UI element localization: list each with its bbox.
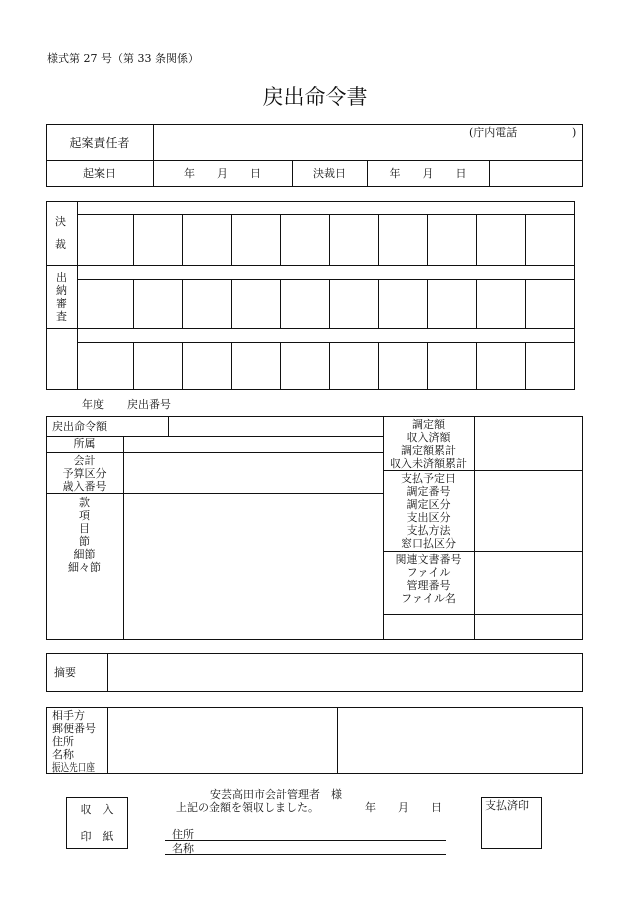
approval-date-label: 決裁日 xyxy=(313,167,346,180)
budget-labels: 款 項 目 節 細節 細々節 xyxy=(68,496,101,574)
draft-extra-field[interactable] xyxy=(490,161,582,186)
order-amount-field[interactable] xyxy=(169,417,382,435)
extension-label: (庁内電話 xyxy=(469,126,518,139)
account-labels: 会計 予算区分 歳入番号 xyxy=(62,454,107,493)
payee-extra-field[interactable] xyxy=(338,708,582,773)
payment-field[interactable] xyxy=(475,471,582,550)
receipt-address-field[interactable] xyxy=(205,826,445,839)
assessment-labels: 調定額 収入済額 調定額累計 収入未済額累計 xyxy=(390,418,467,470)
receipt-name-label: 名称 xyxy=(172,842,194,855)
draft-date-label: 起案日 xyxy=(83,167,116,180)
drafter-field[interactable] xyxy=(154,138,582,158)
receipt-name-field[interactable] xyxy=(205,841,445,854)
department-field[interactable] xyxy=(124,437,382,451)
receipt-statement: 上記の金額を領収しました。 xyxy=(176,801,319,814)
receipt-date[interactable]: 年 月 日 xyxy=(365,801,442,814)
department-label: 所属 xyxy=(73,437,96,450)
summary-label: 摘要 xyxy=(54,666,76,679)
payee-field[interactable] xyxy=(108,708,336,773)
document-field[interactable] xyxy=(475,552,582,613)
budget-field[interactable] xyxy=(124,494,382,639)
page-title: 戻出命令書 xyxy=(262,85,368,109)
document-labels: 関連文書番号 ファイル 管理番号 ファイル名 xyxy=(395,553,462,605)
return-number-label: 戻出番号 xyxy=(127,398,171,411)
payment-labels: 支払予定日 調定番号 調定区分 支出区分 支払方法 窓口払区分 xyxy=(401,472,456,550)
drafter-label: 起案責任者 xyxy=(69,136,130,150)
receipt-address-label: 住所 xyxy=(172,828,194,841)
fiscal-year-label: 年度 xyxy=(82,398,104,411)
decision-label-1: 決 xyxy=(55,215,66,228)
cashier-label: 出 納 審 査 xyxy=(56,271,67,323)
revenue-stamp-label-1: 収 入 xyxy=(80,803,114,816)
assessment-field[interactable] xyxy=(475,417,582,469)
receipt-addressee: 安芸高田市会計管理者 様 xyxy=(210,788,342,801)
revenue-stamp-label-2: 印 紙 xyxy=(80,830,114,843)
draft-date-field[interactable]: 年 月 日 xyxy=(184,167,261,180)
account-field[interactable] xyxy=(124,453,382,492)
decision-label-2: 裁 xyxy=(55,238,66,251)
form-number: 様式第 27 号（第 33 条関係） xyxy=(47,52,199,65)
order-amount-label: 戻出命令額 xyxy=(52,420,107,433)
approval-date-field[interactable]: 年 月 日 xyxy=(389,167,467,180)
paid-stamp-label: 支払済印 xyxy=(485,799,529,812)
payee-labels: 相手方 郵便番号 住所 名称 振込先口座 xyxy=(52,709,96,774)
approval-stamp-grid xyxy=(46,201,575,390)
summary-field[interactable] xyxy=(108,654,582,691)
extension-close: ) xyxy=(572,126,577,139)
